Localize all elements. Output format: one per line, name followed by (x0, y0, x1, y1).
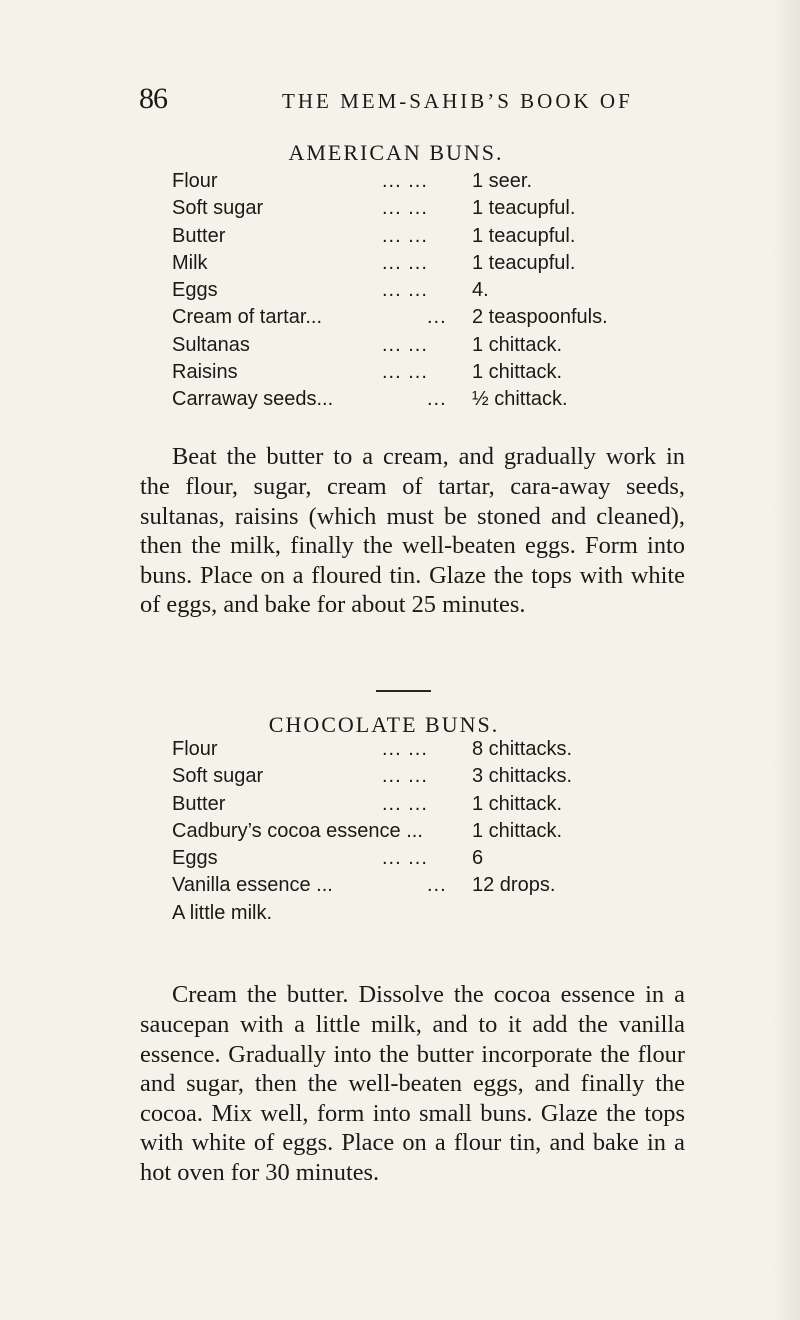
ingredient-quantity: 1 chittack. (472, 361, 563, 384)
ingredient-leader-dots: ... ... (382, 792, 428, 815)
ingredient-quantity: 1 teacupful. (472, 224, 576, 247)
ingredient-leader-dots: ... ... (382, 765, 428, 788)
ingredient-quantity: 1 seer. (472, 170, 533, 192)
ingredient-name: Cadbury’s cocoa essence ... (172, 819, 423, 842)
ingredient-quantity: 2 teaspoonfuls. (472, 306, 608, 329)
ingredient-row (172, 872, 772, 899)
method-paragraph-american-buns: Beat the butter to a cream, and gradually work in the flour, sugar, cream of tartar, cara-away seeds, sultanas, raisins (which must be stoned and cleaned), then the milk, finally the well-beaten eggs. Form into buns. Place on a floured tin. Glaze the tops with white of eggs, and bake for about 25 minutes. (140, 443, 685, 619)
ingredient-name: Raisins (172, 361, 238, 384)
ingredient-row (172, 332, 772, 359)
ingredient-leader-dots: ... ... (382, 224, 428, 247)
section-divider-rule (376, 690, 431, 692)
ingredient-row (172, 359, 772, 386)
ingredient-name: Flour (172, 170, 218, 192)
ingredient-leader-dots: ... ... (382, 333, 428, 356)
ingredient-quantity: 8 chittacks. (472, 738, 573, 760)
ingredient-quantity: 4. (472, 279, 489, 302)
ingredient-name: Cream of tartar... (172, 306, 323, 329)
ingredient-row (172, 250, 772, 277)
ingredient-leader-dots: ... ... (382, 279, 428, 302)
ingredient-name: Vanilla essence ... (172, 874, 333, 897)
ingredient-name: Eggs (172, 847, 218, 870)
ingredient-row (172, 736, 772, 763)
ingredient-row (172, 304, 772, 331)
ingredient-row (172, 168, 772, 195)
ingredient-name: Butter (172, 224, 226, 247)
recipe-title-chocolate-buns: CHOCOLATE BUNS. (268, 712, 500, 737)
ingredient-row (172, 791, 772, 818)
ingredient-quantity: 1 chittack. (472, 819, 563, 842)
ingredient-name: A little milk. (172, 901, 273, 924)
ingredient-row (172, 845, 772, 872)
running-head-title: THE MEM-SAHIB’S BOOK OF (282, 89, 633, 113)
page-edge-shadow (772, 0, 800, 1320)
ingredient-name: Soft sugar (172, 197, 264, 220)
ingredient-name: Eggs (172, 279, 218, 302)
ingredient-name: Sultanas (172, 333, 250, 356)
page-number: 86 (139, 82, 167, 115)
ingredient-leader-dots: ... (427, 874, 447, 897)
ingredient-list-american-buns (172, 168, 772, 414)
ingredient-name: Milk (172, 251, 208, 274)
ingredient-leader-dots: ... ... (382, 170, 428, 192)
ingredient-leader-dots: ... ... (382, 361, 428, 384)
ingredient-leader-dots: ... ... (382, 738, 428, 760)
ingredient-quantity: 6 (472, 847, 484, 870)
ingredient-row (172, 763, 772, 790)
ingredient-quantity: 12 drops. (472, 874, 556, 897)
ingredient-quantity: 1 chittack. (472, 792, 563, 815)
ingredient-quantity: 3 chittacks. (472, 765, 573, 788)
ingredient-row (172, 195, 772, 222)
ingredient-quantity: 1 teacupful. (472, 197, 576, 220)
method-paragraph-chocolate-buns: Cream the butter. Dissolve the cocoa essence in a saucepan with a little milk, and to it add the vanilla essence. Gradually into the butter incorporate the flour and sugar, then the well-beaten eggs, and finally the cocoa. Mix well, form into small buns. Glaze the tops with white of eggs. Place on a flour tin, and bake in a hot oven for 30 minutes. (140, 981, 685, 1186)
ingredient-leader-dots: ... ... (382, 251, 428, 274)
ingredient-leader-dots: ... ... (382, 197, 428, 220)
recipe-title-american-buns: AMERICAN BUNS. (288, 140, 504, 165)
ingredient-row (172, 818, 772, 845)
ingredient-row (172, 223, 772, 250)
ingredient-quantity: ½ chittack. (472, 388, 568, 411)
running-head (0, 82, 800, 122)
ingredient-name: Carraway seeds... (172, 388, 334, 411)
ingredient-row (172, 386, 772, 413)
ingredient-name: Butter (172, 792, 226, 815)
ingredient-quantity: 1 chittack. (472, 333, 563, 356)
ingredient-name: Soft sugar (172, 765, 264, 788)
ingredient-leader-dots: ... ... (382, 847, 428, 870)
ingredient-row (172, 277, 772, 304)
ingredient-list-chocolate-buns (172, 736, 772, 927)
ingredient-quantity: 1 teacupful. (472, 251, 576, 274)
ingredient-row (172, 900, 772, 927)
ingredient-leader-dots: ... (427, 388, 447, 411)
ingredient-leader-dots: ... (427, 306, 447, 329)
ingredient-name: Flour (172, 738, 218, 760)
